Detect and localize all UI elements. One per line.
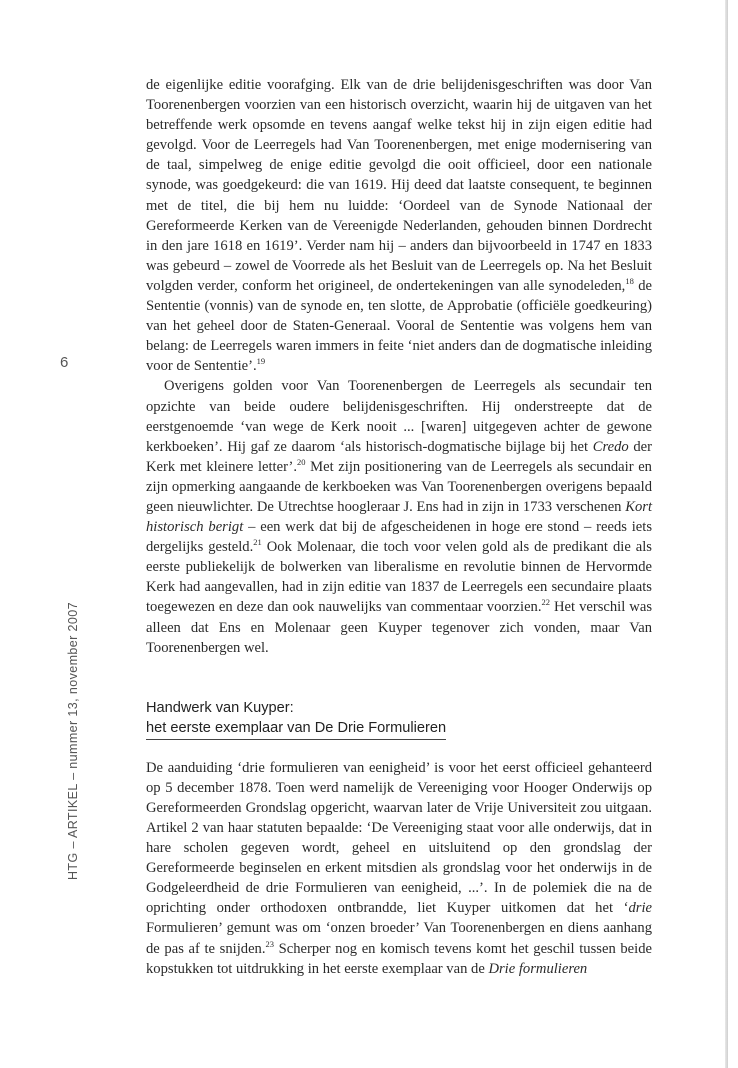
footnote-ref-23[interactable]: 23 [265,938,274,949]
paragraph-3 [146,758,652,979]
italic-credo: Credo [592,438,629,455]
section-heading-line-2: het eerste exemplaar van De Drie Formulieren [146,718,446,740]
section-heading-line-1: Handwerk van Kuyper: [146,699,294,716]
footnote-ref-22[interactable]: 22 [541,597,551,608]
paragraph-2-text-f: Het verschil was alleen dat Ens en Molenaar geen Kuyper tegenover zich vonden, maar Van Toorenenbergen wel. [146,599,652,656]
section-heading [146,698,652,740]
paragraph-1-text-b: de Sententie (vonnis) van de synode en, ten slotte, de Approbatie (officiële goedkeuring) van het geheel door de Staten-Generaal. Vooral de Sententie was volgens hem van belang: de Leerregels waren immers in feite ‘niet anders dan de dogmatische inleiding voor de Sententie’. [146,277,652,375]
footnote-ref-19[interactable]: 19 [256,356,266,367]
footnote-ref-20[interactable]: 20 [297,456,306,467]
page-edge-shadow [725,0,728,1068]
paragraph-2-text-c: Met zijn positionering van de Leerregels als secundair en zijn opmerking aangaande de kerkboeken was Van Toorenenbergen overigens bepaald geen nieuwlichter. De Utrechtse hoogleraar J. Ens had in zijn in 1733 verschenen [146,458,652,515]
paragraph-2-text-b: der Kerk met kleinere letter’. [146,438,652,475]
footnote-ref-21[interactable]: 21 [253,537,262,548]
italic-kort-historisch-berigt: Kort historisch berigt [146,498,652,536]
paragraph-1-text-a: de eigenlijke editie voorafging. Elk van de drie belijdenisgeschriften was door Van Toorenenbergen voorzien van een historisch overzicht, waarin hij de uitgaven van het betreffende werk opsomde en tevens aangaf welke tekst hij in zijn eigen editie had gevolgd. Voor de Leerregels had Van Toorenenbergen, met enige modernisering van de taal, simpelweg de enige editie gevolgd die ooit officieel, door een nationale synode, was goedgekeurd: die van 1619. Hij deed dat laatste consequent, te beginnen met de titel, die bij hem nu luidde: ‘Oordeel van de Synode Nationaal der Gereformeerde Kerken van de Vereenigde Nederlanden, gehouden binnen Dordrecht in den jare 1618 en 1619’. Verder nam hij – anders dan bijvoorbeeld in 1747 en 1833 was gebeurd – zowel de Voorrede als het Besluit van de Leerregels op. Na het Besluit volgden verder, conform het origineel, de ondertekeningen van alle synodeleden, [146,77,652,294]
page-number: 6 [60,354,69,371]
paragraph-2-text-d: – een werk dat bij de afgescheidenen in hoge ere stond – reeds iets dergelijks gesteld. [146,519,653,556]
paragraph-3-text-c: Scherper nog en komisch tevens komt het geschil tussen beide kopstukken tot uitdrukking in het eerste exemplaar van de [146,940,652,977]
paragraph-2-text-a: Overigens golden voor Van Toorenenbergen de Leerregels als secundair ten opzichte van beide oudere belijdenisgeschriften. Hij onderstreepte dat de eerstgenoemde ‘van wege de Kerk nooit ... [waren] uitgegeven achter de gewone kerkboeken’. Hij gaf ze daarom ‘als historisch-dogmatische bijlage bij het [146,378,652,455]
footnote-ref-18[interactable]: 18 [625,276,634,287]
paragraph-2 [146,376,652,657]
paragraph-3-text-a: De aanduiding ‘drie formulieren van eenigheid’ is voor het eerst officieel gehanteerd op 5 december 1878. Toen werd namelijk de Vereeniging voor Hooger Onderwijs op Gereformeerden Grondslag opgericht, waarvan later de Vrije Universiteit zou uitgaan. Artikel 2 van haar statuten bepaalde: ‘De Vereeniging staat voor alle onderwijs, dat in hare scholen gegeven wordt, geheel en uitsluitend op den grondslag der Gereformeerde beginselen en erkent mitsdien als grondslag voor het onderwijs in de Godgeleerdheid de drie Formulieren van eenigheid, ...’. In de polemiek die na de oprichting onder orthodoxen ontbrandde, liet Kuyper uitkomen dat het ‘ [146,759,652,917]
paragraph-1 [146,75,652,376]
paragraph-3-text-b: Formulieren’ gemunt was om ‘onzen broeder’ Van Toorenenbergen en diens aanhang de pas af te snijden. [146,920,652,957]
italic-drie: drie [628,900,652,917]
text-column [146,75,652,979]
running-head: HTG – ARTIKEL – nummer 13, november 2007 [66,602,80,880]
italic-drie-formulieren: Drie formulieren [488,960,588,977]
paragraph-2-text-e: Ook Molenaar, die toch voor velen gold als de predikant die als eerste publiekelijk de bolwerken van liberalisme en revolutie binnen de Hervormde Kerk had aangevallen, had in zijn editie van 1837 de Leerregels een secundaire plaats toegewezen en deze dan ook nauwelijks van commentaar voorzien. [146,539,652,616]
